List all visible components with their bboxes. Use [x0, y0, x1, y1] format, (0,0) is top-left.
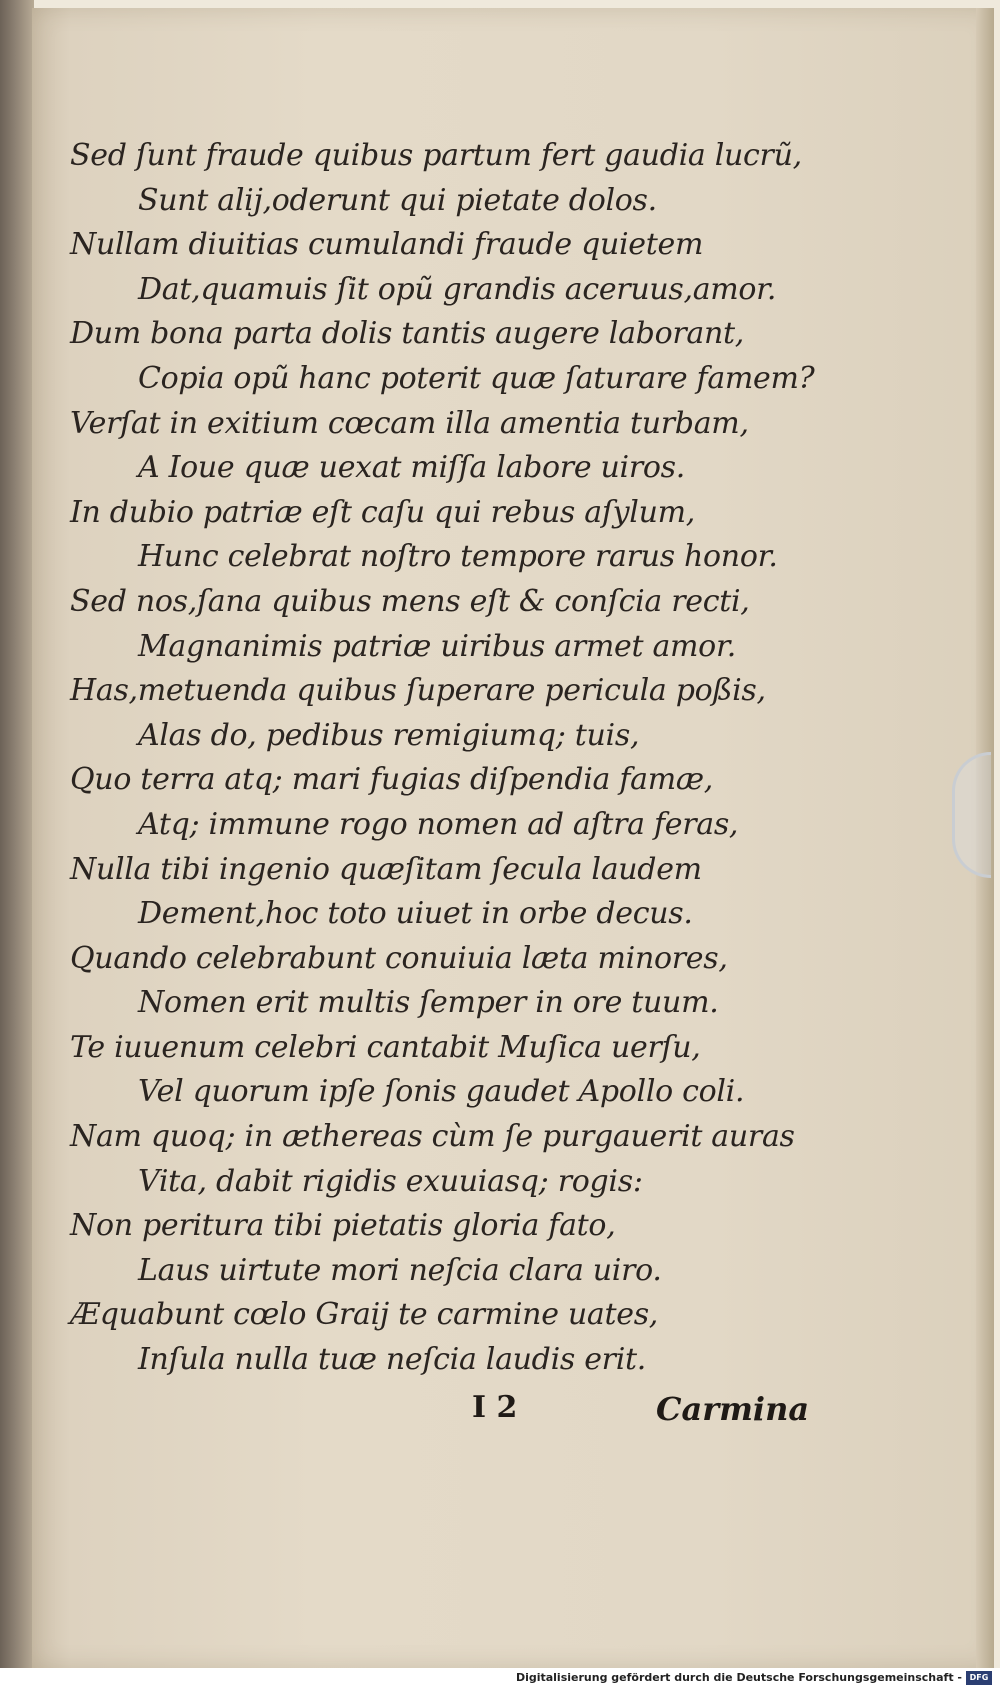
verse-line: Nomen erit multis ſemper in ore tuum. [138, 985, 719, 1021]
signature-mark: I 2 [472, 1390, 518, 1425]
verse-line: Non peritura tibi pietatis gloria fato, [70, 1208, 616, 1244]
verse-line: Nam quoq; in æthereas cùm ſe purgauerit auras [70, 1119, 795, 1155]
verse-line: Nulla tibi ingenio quæſitam ſecula laudem [70, 851, 702, 887]
verse-line: Magnanimis patriæ uiribus armet amor. [138, 628, 736, 664]
credit-text: Digitalisierung gefördert durch die Deutsche Forschungsgemeinschaft - [515, 1671, 962, 1684]
verse-line: Sed ſunt fraude quibus partum fert gaudia lucrũ, [70, 138, 802, 173]
book-page [32, 8, 994, 1668]
catchword: Carmina [656, 1390, 810, 1428]
verse-line: Alas do, pedibus remigiumq; tuis, [138, 717, 640, 753]
verse-line: Dum bona parta dolis tantis augere laborant, [70, 316, 744, 352]
verse-line: Has,metuenda quibus ſuperare pericula poßis, [70, 673, 766, 709]
verse-line: Æquabunt cœlo Graij te carmine uates, [70, 1297, 659, 1333]
page-footer [32, 1390, 994, 1440]
verse-line: Laus uirtute mori neſcia clara uiro. [138, 1252, 662, 1288]
page-clip [952, 752, 991, 878]
verse-line: A Ioue quæ uexat miſſa labore uiros. [138, 450, 685, 486]
verse-line: Nullam diuitias cumulandi fraude quietem [70, 227, 704, 263]
verse-line: Verſat in exitium cœcam illa amentia turbam, [70, 405, 749, 441]
credit-bar [0, 1668, 1000, 1689]
verse-line: Sunt alij,oderunt qui pietate dolos. [138, 182, 657, 218]
verse-line: Sed nos,ſana quibus mens eſt & conſcia recti, [70, 583, 750, 619]
verse-line: Hunc celebrat noſtro tempore rarus honor. [138, 539, 778, 575]
left-binding-edge [0, 0, 34, 1689]
verse-line: Te iuuenum celebri cantabit Muſica uerſu, [70, 1029, 701, 1065]
verse-line: Vita, dabit rigidis exuuiasq; rogis: [138, 1163, 643, 1199]
verse-line: Copia opũ hanc poterit quæ ſaturare famem? [138, 360, 815, 396]
verse-line: Dat,quamuis ſit opũ grandis aceruus,amor. [138, 271, 777, 307]
verse-line: Inſula nulla tuæ neſcia laudis erit. [138, 1342, 646, 1378]
verse-line: Dement,hoc toto uiuet in orbe decus. [138, 896, 693, 932]
verse-line: Quo terra atq; mari fugias diſpendia famæ, [70, 762, 714, 798]
verse-line: Vel quorum ipſe ſonis gaudet Apollo coli. [138, 1074, 745, 1110]
verse-line: Atq; immune rogo nomen ad aſtra feras, [138, 806, 739, 842]
dfg-logo-icon: DFG [966, 1671, 992, 1685]
verse-text [70, 134, 815, 1383]
verse-line: Quando celebrabunt conuiuia læta minores, [70, 940, 728, 976]
verse-line: In dubio patriæ eſt caſu qui rebus aſylum, [70, 494, 695, 530]
